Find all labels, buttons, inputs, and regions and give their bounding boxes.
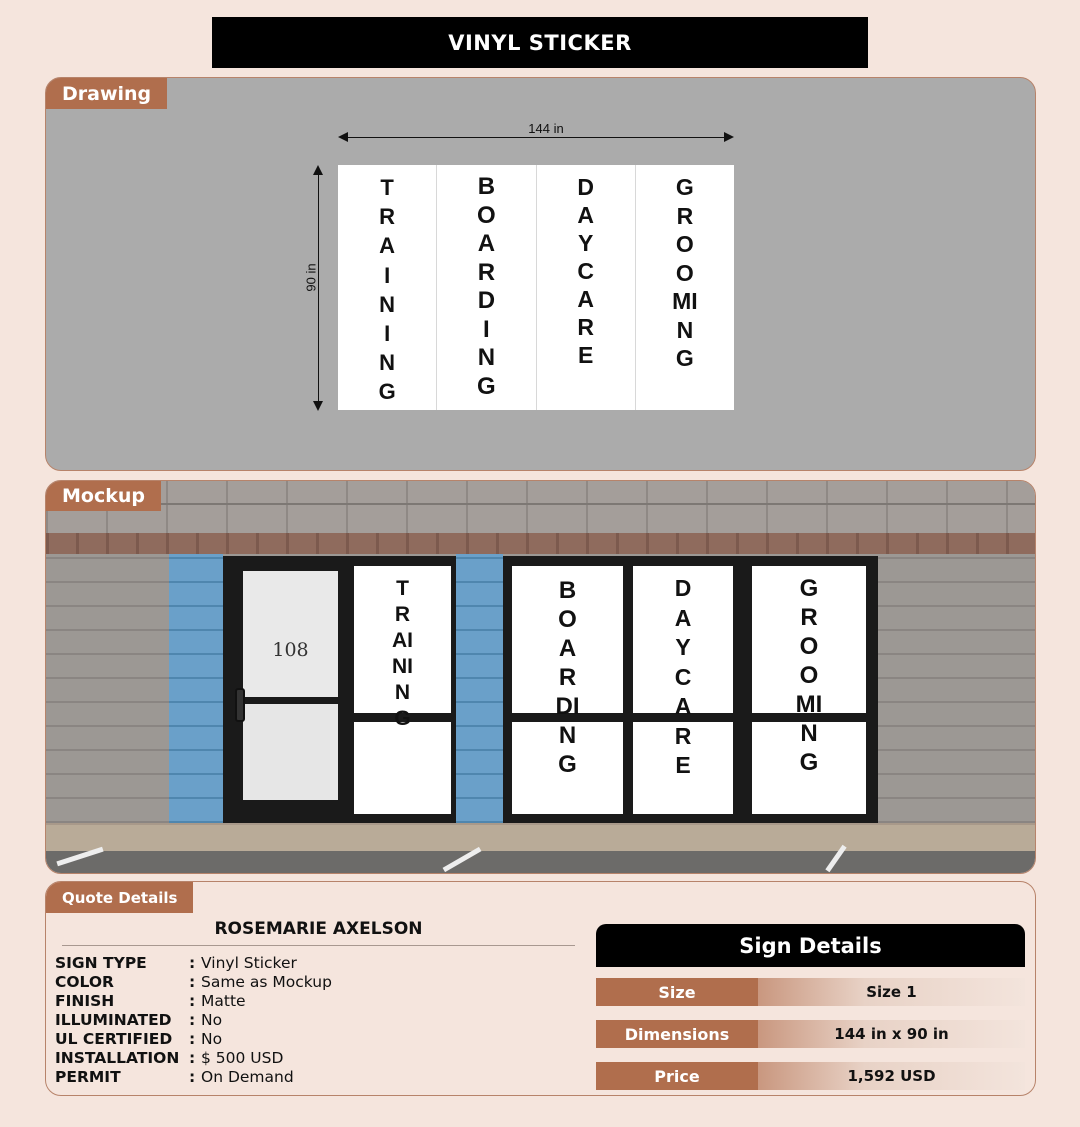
quote-tab: Quote Details (46, 882, 193, 913)
drawing-word-boarding: BOARDING (477, 173, 496, 400)
drawing-word-daycare: DAYCARE (577, 174, 594, 368)
spec-label: SIGN TYPE (55, 954, 147, 972)
door-number: 108 (272, 639, 309, 661)
mockup-window-training-bottom (354, 722, 451, 814)
spec-colon: : (189, 992, 196, 1010)
page-title: VINYL STICKER (212, 17, 868, 68)
spec-row-permit (55, 1068, 294, 1087)
spec-row-finish (55, 992, 246, 1011)
sign-detail-value: 1,592 USD (758, 1062, 1025, 1090)
mockup-word-daycare: DAYCARE (674, 575, 692, 778)
mockup-tab: Mockup (46, 481, 161, 511)
customer-name: ROSEMARIE AXELSON (214, 919, 423, 939)
sign-detail-row-dimensions (596, 1020, 1025, 1048)
mockup-word-grooming: GROOMING (795, 575, 823, 776)
sticker-drawing (338, 165, 734, 410)
spec-label: COLOR (55, 973, 114, 991)
drawing-panel-grooming (636, 165, 734, 410)
spec-value: Vinyl Sticker (201, 954, 297, 972)
door-glass-top (243, 571, 338, 697)
mockup-word-training: TRAINING (392, 577, 413, 730)
spec-colon: : (189, 973, 196, 991)
drawing-panel-boarding (437, 165, 536, 410)
spec-label: ILLUMINATED (55, 1011, 172, 1029)
sign-detail-label: Size (596, 978, 758, 1006)
sign-detail-value: 144 in x 90 in (758, 1020, 1025, 1048)
customer-divider (62, 945, 575, 946)
mockup-word-boarding: BOARDING (555, 577, 580, 778)
width-dimension-label: 144 in (528, 121, 564, 136)
parking-lot (46, 851, 1035, 873)
spec-row-installation (55, 1049, 283, 1068)
brick-band (46, 533, 1035, 554)
drawing-word-grooming: GROOMING (672, 174, 698, 371)
sign-detail-row-size (596, 978, 1025, 1006)
spec-colon: : (189, 1068, 196, 1086)
wall-upper-mortar (46, 503, 1035, 505)
spec-colon: : (189, 1011, 196, 1029)
spec-value: No (201, 1011, 223, 1029)
spec-colon: : (189, 954, 196, 972)
spec-value: $ 500 USD (201, 1049, 284, 1067)
sign-detail-value: Size 1 (758, 978, 1025, 1006)
sign-details-header: Sign Details (596, 924, 1025, 967)
spec-label: INSTALLATION (55, 1049, 180, 1067)
spec-label: PERMIT (55, 1068, 121, 1086)
spec-value: Same as Mockup (201, 973, 332, 991)
sign-detail-row-price (596, 1062, 1025, 1090)
spec-row-sign-type (55, 954, 297, 973)
spec-label: UL CERTIFIED (55, 1030, 173, 1048)
sidewalk (46, 823, 1035, 853)
spec-colon: : (189, 1030, 196, 1048)
drawing-panel-daycare (537, 165, 636, 410)
height-dimension-label: 90 in (303, 263, 319, 292)
spec-row-color (55, 973, 332, 992)
drawing-word-training: TRAINING (378, 175, 396, 405)
spec-value: On Demand (201, 1068, 294, 1086)
wall-upper (46, 481, 1035, 533)
sign-detail-label: Price (596, 1062, 758, 1090)
width-dimension-arrow (340, 137, 732, 138)
drawing-tab: Drawing (46, 78, 167, 109)
spec-label: FINISH (55, 992, 115, 1010)
spec-row-ul-certified (55, 1030, 222, 1049)
blue-column-left (169, 554, 223, 823)
drawing-panel-training (338, 165, 437, 410)
spec-value: Matte (201, 992, 246, 1010)
door-glass-bottom (243, 704, 338, 800)
spec-colon: : (189, 1049, 196, 1067)
mockup-panel (45, 480, 1036, 874)
sign-detail-label: Dimensions (596, 1020, 758, 1048)
door-handle[interactable] (235, 688, 245, 722)
blue-column-middle (456, 554, 503, 823)
spec-value: No (201, 1030, 223, 1048)
spec-row-illuminated (55, 1011, 222, 1030)
